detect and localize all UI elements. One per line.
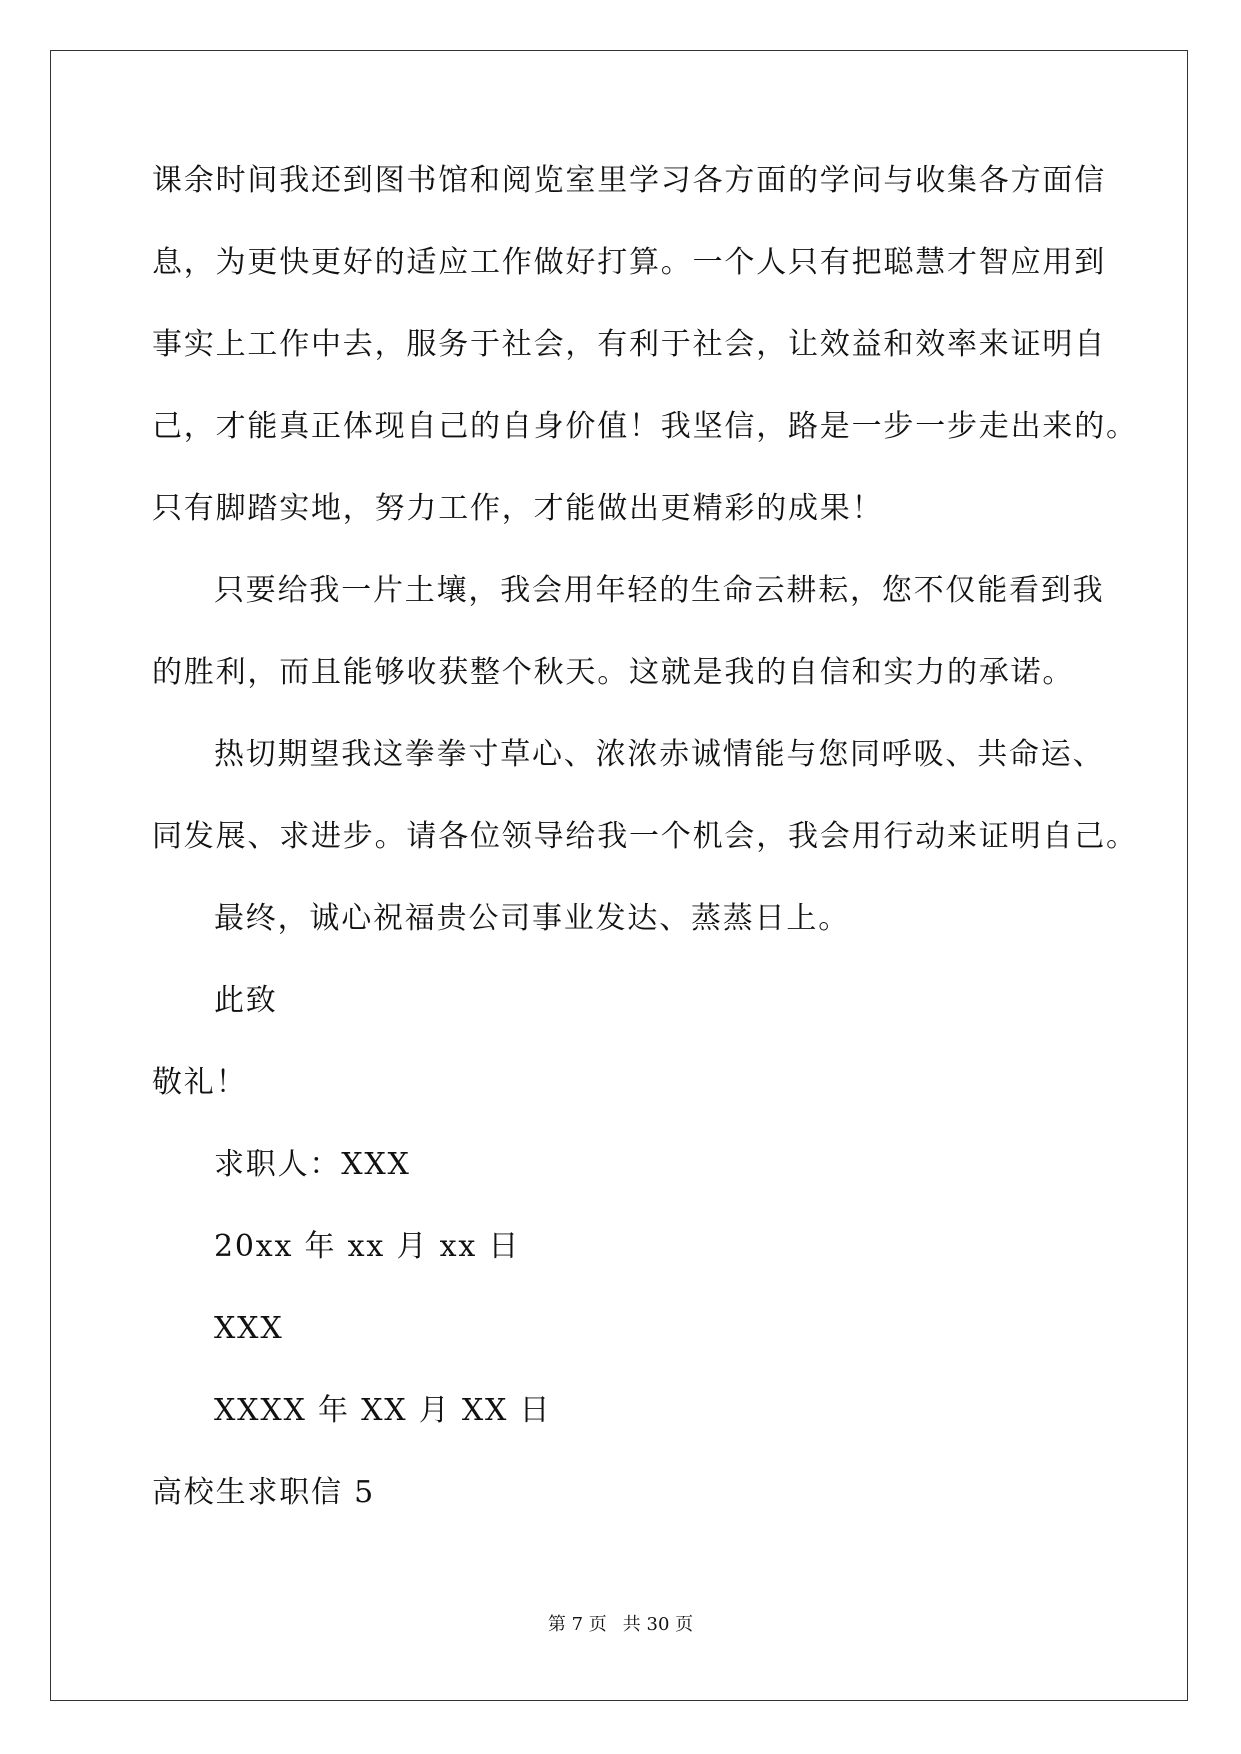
section-heading: 高校生求职信 5 — [152, 1475, 376, 1510]
document-body — [152, 163, 1138, 1560]
salutation-jing-li: 敬礼！ — [152, 1065, 248, 1100]
signature-applicant: 求职人：XXX — [214, 1147, 411, 1182]
paragraph-line: 同发展、求进步。请各位领导给我一个机会，我会用行动来证明自己。 — [152, 819, 1138, 854]
paragraph-line: 只要给我一片土壤，我会用年轻的生命云耕耘，您不仅能看到我 — [214, 573, 1105, 608]
paragraph-line: 事实上工作中去，服务于社会，有利于社会，让效益和效率来证明自 — [152, 327, 1106, 362]
paragraph-line: 息，为更快更好的适应工作做好打算。一个人只有把聪慧才智应用到 — [152, 245, 1106, 280]
signature-date: 20xx 年 xx 月 xx 日 — [214, 1229, 521, 1264]
paragraph-line: 己，才能真正体现自己的自身价值！我坚信，路是一步一步走出来的。 — [152, 409, 1138, 444]
salutation-ci-zhi: 此致 — [214, 983, 278, 1018]
signature-name: XXX — [214, 1311, 284, 1346]
page-footer — [0, 1616, 1241, 1634]
page-number-current: 第 7 页 — [547, 1614, 607, 1635]
closing-wish: 最终，诚心祝福贵公司事业发达、蒸蒸日上。 — [214, 901, 850, 936]
paragraph-line: 课余时间我还到图书馆和阅览室里学习各方面的学问与收集各方面信 — [152, 163, 1106, 198]
paragraph-line: 的胜利，而且能够收获整个秋天。这就是我的自信和实力的承诺。 — [152, 655, 1075, 690]
signature-date-2: XXXX 年 XX 月 XX 日 — [214, 1393, 552, 1428]
page-number-total: 共 30 页 — [622, 1614, 694, 1635]
paragraph-line: 热切期望我这拳拳寸草心、浓浓赤诚情能与您同呼吸、共命运、 — [214, 737, 1105, 772]
paragraph-line: 只有脚踏实地，努力工作，才能做出更精彩的成果！ — [152, 491, 884, 526]
